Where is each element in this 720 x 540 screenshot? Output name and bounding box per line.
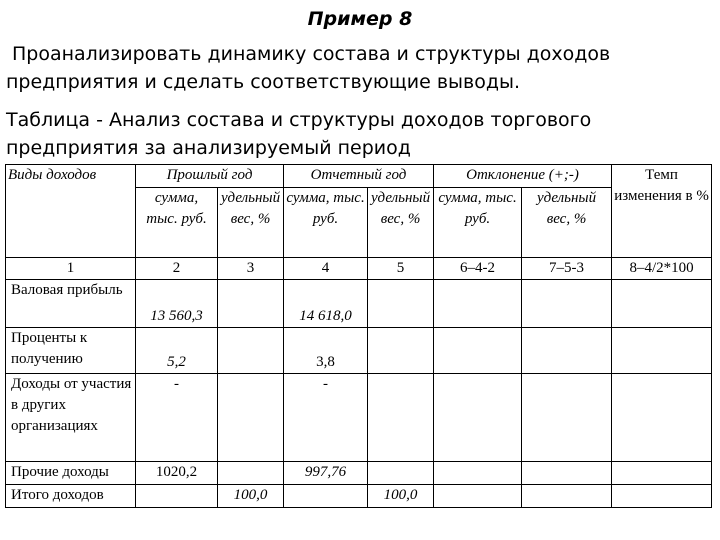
rep-share-cell: [368, 328, 434, 374]
header-dev-share: удельный вес, %: [522, 188, 612, 258]
caption-line-1: Таблица - Анализ состава и структуры доходов торгового: [6, 109, 592, 131]
rep-share-cell: [368, 280, 434, 328]
col-number: 1: [6, 258, 136, 280]
table-row: [6, 280, 712, 328]
dev-share-cell: [522, 280, 612, 328]
rep-share-cell: [368, 462, 434, 485]
table-row: [6, 328, 712, 374]
header-income-types: Виды доходов: [6, 165, 136, 258]
dev-sum-cell: [434, 328, 522, 374]
prev-share-cell: [218, 328, 284, 374]
rep-sum-cell: 3,8: [284, 328, 368, 374]
row-label: Проценты к получению: [6, 328, 136, 374]
header-report-year: Отчетный год: [284, 165, 434, 188]
header-rep-sum: сумма, тыс. руб.: [284, 188, 368, 258]
task-line-1: Проанализировать динамику состава и структуры доходов: [12, 43, 611, 65]
col-number: 8–4/2*100: [612, 258, 712, 280]
row-label: Итого доходов: [6, 485, 136, 508]
header-prev-sum: сумма, тыс. руб.: [136, 188, 218, 258]
row-label: Прочие доходы: [6, 462, 136, 485]
dev-share-cell: [522, 328, 612, 374]
header-prev-share: удельный вес, %: [218, 188, 284, 258]
dev-sum-cell: [434, 462, 522, 485]
row-label: Доходы от участия в других организациях: [6, 374, 136, 462]
rep-sum-cell: 14 618,0: [284, 280, 368, 328]
column-numbers-row: [6, 258, 712, 280]
rate-cell: [612, 462, 712, 485]
income-analysis-table: [5, 164, 712, 508]
prev-sum-cell: 13 560,3: [136, 280, 218, 328]
dev-sum-cell: [434, 485, 522, 508]
rep-sum-cell: [284, 485, 368, 508]
prev-share-cell: 100,0: [218, 485, 284, 508]
prev-sum-cell: -: [136, 374, 218, 462]
rate-cell: [612, 374, 712, 462]
rep-share-cell: [368, 374, 434, 462]
rate-cell: [612, 328, 712, 374]
col-number: 7–5-3: [522, 258, 612, 280]
table-row: [6, 374, 712, 462]
prev-sum-cell: [136, 485, 218, 508]
prev-share-cell: [218, 462, 284, 485]
task-text: [6, 40, 706, 96]
dev-share-cell: [522, 485, 612, 508]
header-dev-sum: сумма, тыс. руб.: [434, 188, 522, 258]
col-number: 2: [136, 258, 218, 280]
table-caption: [6, 106, 706, 162]
example-heading: Пример 8: [307, 8, 413, 30]
header-deviation: Отклонение (+;-): [434, 165, 612, 188]
dev-share-cell: [522, 374, 612, 462]
header-rep-share: удельный вес, %: [368, 188, 434, 258]
dev-share-cell: [522, 462, 612, 485]
dev-sum-cell: [434, 280, 522, 328]
header-prev-year: Прошлый год: [136, 165, 284, 188]
dev-sum-cell: [434, 374, 522, 462]
rate-cell: [612, 485, 712, 508]
rep-sum-cell: -: [284, 374, 368, 462]
col-number: 5: [368, 258, 434, 280]
rate-cell: [612, 280, 712, 328]
table-row: [6, 462, 712, 485]
table-row: [6, 485, 712, 508]
col-number: 6–4-2: [434, 258, 522, 280]
prev-share-cell: [218, 280, 284, 328]
header-rate: Темп изменения в %: [612, 165, 712, 258]
prev-share-cell: [218, 374, 284, 462]
rep-sum-cell: 997,76: [284, 462, 368, 485]
rep-share-cell: 100,0: [368, 485, 434, 508]
task-line-2: предприятия и сделать соответствующие выводы.: [6, 71, 521, 93]
prev-sum-cell: 5,2: [136, 328, 218, 374]
col-number: 3: [218, 258, 284, 280]
prev-sum-cell: 1020,2: [136, 462, 218, 485]
header-row-1: [6, 165, 712, 188]
caption-line-2: предприятия за анализируемый период: [6, 137, 411, 159]
col-number: 4: [284, 258, 368, 280]
row-label: Валовая прибыль: [6, 280, 136, 328]
